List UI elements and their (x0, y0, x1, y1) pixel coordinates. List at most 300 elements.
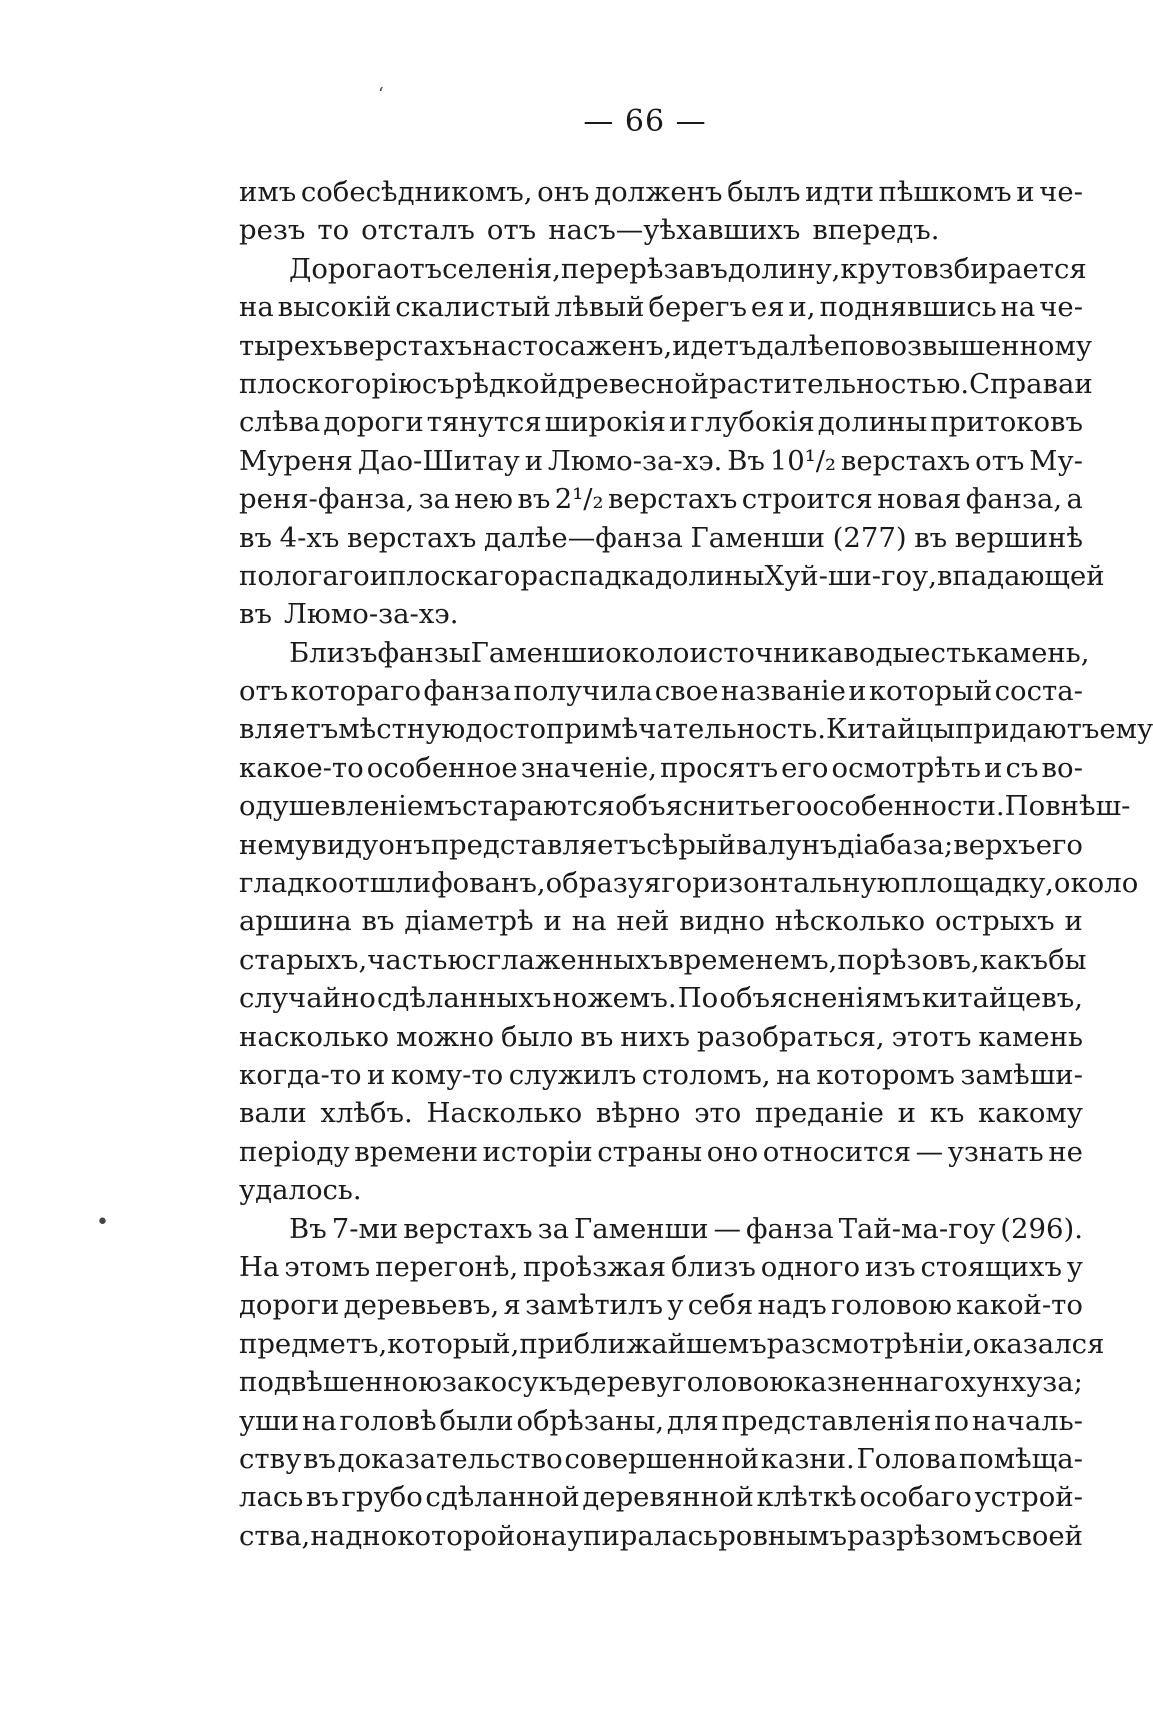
text-word: у (1066, 1250, 1083, 1283)
text-word: представленія (721, 1404, 932, 1437)
text-word: разрѣзомъ (847, 1519, 1001, 1552)
text-word: отъ (239, 675, 289, 708)
text-word: просятъ (660, 751, 779, 784)
text-word: дереву (573, 1366, 673, 1399)
text-word: замѣши- (960, 1058, 1083, 1091)
text-word: высокій (277, 291, 392, 324)
text-word: придаютъ (955, 713, 1100, 746)
text-word: фанза (423, 675, 512, 708)
text-line (239, 1018, 1083, 1056)
text-word: и (1016, 176, 1035, 208)
text-word: разобраться, (696, 1020, 885, 1053)
text-word: лась (239, 1481, 304, 1514)
text-word: скалистый (395, 291, 551, 324)
text-word: на (776, 1058, 811, 1091)
text-word: ству (239, 1442, 302, 1475)
text-word: (277) (832, 521, 907, 554)
text-line (239, 1478, 1083, 1516)
text-word: у (667, 1289, 684, 1322)
text-word: проѣзжая (523, 1250, 667, 1283)
text-line (239, 1440, 1083, 1478)
text-word: ножемъ. (552, 982, 677, 1015)
text-word: и (848, 675, 867, 708)
text-word: отъ (975, 444, 1025, 477)
text-word: ней (616, 905, 670, 938)
text-word: дно (345, 1519, 398, 1552)
speck-mark: ʻ (378, 84, 384, 105)
text-word: я (503, 1289, 521, 1322)
text-word: свое (654, 675, 719, 708)
text-word: пѣшкомъ (878, 176, 1012, 208)
text-word: круто (840, 252, 924, 285)
text-word: представляетъ (430, 828, 647, 861)
text-word: и (1064, 905, 1083, 938)
text-word: По (1004, 790, 1046, 823)
text-word: взбирается (923, 252, 1087, 285)
text-word: плоскогорію (239, 367, 422, 400)
text-word: какой-то (956, 1289, 1083, 1322)
text-word: нею (454, 483, 513, 516)
text-word: На (239, 1250, 280, 1283)
text-word: разсмотрѣніи, (766, 1327, 973, 1360)
text-line (239, 327, 1093, 365)
text-word: а (1066, 483, 1083, 516)
text-line (239, 173, 1083, 211)
text-word: своей (1000, 1519, 1083, 1552)
text-word: глубокія (690, 406, 815, 439)
text-word: бы (1048, 943, 1087, 976)
text-word: значеніе, (520, 751, 658, 784)
text-line (239, 1133, 1083, 1171)
text-word: времени (354, 1135, 478, 1168)
text-word: оказался (972, 1327, 1105, 1360)
text-word: можно (395, 1020, 495, 1053)
text-word: не (1048, 1135, 1083, 1168)
text-line (239, 211, 1083, 249)
text-word: Люмо-за-хэ. (283, 598, 459, 631)
text-word: саженъ, (554, 329, 673, 362)
text-word: помѣща- (958, 1442, 1083, 1475)
text-word: берегъ (648, 291, 748, 324)
text-word: столомъ, (641, 1058, 771, 1091)
text-word: сѣрый (646, 828, 737, 861)
text-word: Гаменши (574, 1212, 709, 1245)
text-word: уши (239, 1404, 300, 1437)
text-word: и (1074, 367, 1093, 400)
text-word: грубо (341, 1481, 423, 1514)
text-word: которой (397, 1519, 516, 1552)
text-word: по (934, 1404, 970, 1437)
text-word: и (984, 751, 1003, 784)
text-word: за (418, 483, 451, 516)
text-word: съ (1005, 751, 1039, 784)
text-word: камень (978, 1020, 1083, 1053)
text-word: въ (361, 905, 395, 938)
text-word: возвышенному (875, 329, 1093, 362)
text-word: слѣва (239, 406, 321, 439)
text-word: подвѣшенною (239, 1366, 442, 1399)
text-word: какъ (979, 943, 1049, 976)
text-word: (296). (1000, 1212, 1083, 1245)
text-word: временемъ, (668, 943, 838, 976)
text-word: хунхуза; (960, 1366, 1083, 1399)
text-word: при (519, 1327, 574, 1360)
text-word: Въ (727, 444, 765, 477)
text-word: себя (687, 1289, 754, 1322)
text-word: въ (239, 598, 272, 631)
text-word: онъ (537, 176, 590, 208)
text-line (239, 1094, 1083, 1132)
text-word: въ (580, 1020, 614, 1053)
text-word: началь- (971, 1404, 1083, 1437)
text-word: Гаменши (470, 636, 606, 669)
text-line (239, 288, 1083, 326)
text-word: это (694, 1097, 742, 1130)
text-word: хлѣбъ. (320, 1097, 413, 1130)
text-word: доказательство (337, 1442, 563, 1475)
text-word: острыхъ (934, 905, 1055, 938)
text-word: 4-хъ (279, 521, 340, 554)
text-word: мѣстную (338, 713, 466, 746)
text-word: съ (421, 367, 455, 400)
text-word: Дао-Шитау (357, 444, 520, 477)
text-word: этотъ (891, 1020, 972, 1053)
text-word: порѣзовъ, (837, 943, 980, 976)
text-word: ровнымъ (718, 1519, 847, 1552)
text-word: и (668, 406, 688, 439)
text-line (239, 1248, 1083, 1286)
text-word: относится (762, 1135, 912, 1168)
text-word: горизонтальную (661, 867, 901, 900)
text-word: къ (929, 1097, 965, 1130)
text-word: распадка (520, 559, 655, 592)
text-word: головою (672, 1366, 794, 1399)
text-line (239, 557, 1105, 595)
text-word: и, (788, 291, 816, 324)
text-line (239, 480, 1083, 518)
text-line (239, 749, 1083, 787)
text-word: особенное (366, 751, 518, 784)
text-word: получила (513, 675, 653, 708)
text-word: идетъ (672, 329, 757, 362)
text-word: виду (311, 828, 379, 861)
text-line (239, 672, 1083, 710)
text-word: особенности. (812, 790, 1005, 823)
text-word: старыхъ, (239, 943, 368, 976)
text-word: совершенной (564, 1442, 760, 1475)
text-word: оно (706, 1135, 759, 1168)
text-word: и (369, 559, 389, 592)
text-word: широкія (544, 406, 667, 439)
text-word: растительностью. (709, 367, 970, 400)
text-line (239, 787, 1131, 825)
text-word: ства, (239, 1519, 311, 1552)
text-word: который, (387, 1327, 520, 1360)
text-word: притоковъ (930, 406, 1083, 439)
text-word: долины (654, 559, 765, 592)
text-word: соста- (994, 675, 1083, 708)
text-line (239, 403, 1083, 441)
text-word: фанза (746, 1212, 834, 1245)
text-word: къ (538, 1366, 574, 1399)
text-word: далѣе—фанза (484, 521, 683, 554)
text-word: фанзы (377, 636, 471, 669)
text-word: деревьевъ, (343, 1289, 500, 1322)
text-word: служилъ (508, 1058, 637, 1091)
text-word: тянутся (426, 406, 542, 439)
text-word: упиралась (566, 1519, 719, 1552)
text-word: и (897, 1097, 916, 1130)
text-word: на (239, 291, 274, 324)
text-word: есть (914, 636, 977, 669)
text-word: косу (473, 1366, 539, 1399)
text-word: за (441, 1366, 474, 1399)
text-word: около (605, 636, 690, 669)
text-word: Тай-ма-гоу (838, 1212, 996, 1245)
text-word: одушевленіемъ (239, 790, 463, 823)
text-word: аршина (239, 905, 352, 938)
text-word: и (543, 905, 562, 938)
text-word: въ (517, 483, 551, 516)
page-number: — 66 — (583, 104, 707, 139)
text-word: 10¹/₂ (769, 444, 837, 477)
text-word: названіе (720, 675, 846, 708)
text-word: верстахъ (840, 444, 971, 477)
text-word: верстахъ (342, 329, 473, 362)
text-word: предметъ, (239, 1327, 388, 1360)
text-word: тырехъ (239, 329, 343, 362)
text-word: стараются (462, 790, 615, 823)
text-word: отшлифованъ, (337, 867, 546, 900)
text-word: фанза, (965, 483, 1063, 516)
text-word: перерѣзавъ (560, 252, 728, 285)
text-line (239, 365, 1093, 403)
text-word: отсталъ (361, 214, 475, 247)
text-word: какому (978, 1097, 1083, 1130)
text-word: для (666, 1404, 719, 1437)
text-word: осмотрѣть (831, 751, 982, 784)
text-word: надъ (757, 1289, 827, 1322)
text-word: вали (239, 1097, 307, 1130)
text-word: казненнаго (793, 1366, 961, 1399)
text-word: сдѣланной (425, 1481, 580, 1514)
text-word: вершинѣ (954, 521, 1083, 554)
text-word: онъ (378, 828, 431, 861)
text-word: китайцевъ, (921, 982, 1083, 1015)
text-word: долины (817, 406, 928, 439)
text-word: его (781, 751, 829, 784)
text-line (239, 941, 1087, 979)
text-line (239, 1171, 1083, 1209)
text-word: случайно (239, 982, 376, 1015)
text-word: Близъ (289, 636, 378, 669)
text-word: Дорога (289, 252, 393, 285)
text-word: Китайцы (825, 713, 956, 746)
text-word: достопримѣчательность. (465, 713, 826, 746)
text-word: которомъ (816, 1058, 955, 1091)
text-word: по (840, 329, 876, 362)
text-word: сдѣланныхъ (376, 982, 552, 1015)
text-line (239, 1286, 1083, 1324)
text-word: въ (302, 1442, 336, 1475)
text-word: во- (1041, 751, 1083, 784)
text-word: его (1035, 828, 1083, 861)
text-line (239, 826, 1083, 864)
text-word: насъ—уѣхавшихъ (548, 214, 801, 247)
text-word: отъ (392, 252, 443, 285)
text-word: были (439, 1404, 514, 1437)
text-word: преданіе (755, 1097, 884, 1130)
text-word: гладко (239, 867, 338, 900)
text-word: на (301, 1404, 337, 1437)
text-word: объяснить (614, 790, 766, 823)
text-word: Люмо-за-хэ. (547, 444, 723, 477)
text-word: въ (239, 521, 272, 554)
text-word: 7-ми (331, 1212, 399, 1245)
text-word: въ (305, 1481, 339, 1514)
text-word: казни. (760, 1442, 855, 1475)
text-word: Муреня (239, 444, 353, 477)
text-line (239, 710, 1153, 748)
text-word: замѣтилъ (525, 1289, 663, 1322)
text-word: идти (805, 176, 874, 208)
text-word: на (472, 329, 508, 362)
text-word: перегонѣ, (375, 1250, 519, 1283)
text-word: источника (689, 636, 844, 669)
text-line (239, 979, 1083, 1017)
text-word: то (317, 214, 350, 247)
text-word: Му- (1029, 444, 1083, 477)
text-word: особаго (859, 1481, 972, 1514)
text-word: она (515, 1519, 567, 1552)
text-word: внѣш- (1045, 790, 1131, 823)
text-line (239, 1363, 1083, 1401)
text-word: около (1053, 867, 1139, 900)
text-word: и (524, 444, 544, 477)
text-word: этомъ (284, 1250, 371, 1283)
text-word: че- (1039, 291, 1083, 324)
text-word: ему (1099, 713, 1153, 746)
text-line (239, 1402, 1083, 1440)
text-word: пологаго (239, 559, 370, 592)
text-word: на (1000, 291, 1036, 324)
text-word: на (571, 905, 607, 938)
text-word: головѣ (339, 1404, 437, 1437)
text-word: образуя (545, 867, 662, 900)
text-word: кому-то (390, 1058, 504, 1091)
text-word: деревянной (582, 1481, 754, 1514)
text-word: изъ (864, 1250, 916, 1283)
text-word: устрой- (974, 1481, 1083, 1514)
text-word: площадку, (900, 867, 1054, 900)
text-word: который (868, 675, 993, 708)
text-word: впередъ. (812, 214, 940, 247)
text-word: былъ (727, 176, 801, 208)
text-word: Хуй-ши-гоу, (764, 559, 937, 592)
text-line (239, 1325, 1105, 1363)
text-word: верстахъ (347, 521, 477, 554)
text-word: верстахъ (403, 1212, 533, 1245)
text-word: Справа (969, 367, 1075, 400)
text-word: стоящихъ (920, 1250, 1062, 1283)
text-word: его (765, 790, 813, 823)
text-line (239, 1210, 1083, 1248)
text-word: — (915, 1135, 944, 1168)
text-word: одного (760, 1250, 861, 1283)
text-line (239, 250, 1087, 288)
text-word: головою (830, 1289, 952, 1322)
text-word: 2¹/₂ (554, 483, 604, 516)
text-word: верстахъ (607, 483, 738, 516)
body-text (239, 173, 1153, 1555)
text-word: По (677, 982, 719, 1015)
text-word: Въ (289, 1212, 327, 1245)
text-line (239, 519, 1083, 557)
text-word: насколько (239, 1020, 390, 1053)
text-word: воды (843, 636, 915, 669)
margin-dot: • (96, 1210, 109, 1235)
text-word: лѣвый (554, 291, 645, 324)
text-word: собесѣдникомъ, (300, 176, 533, 208)
text-word: че- (1039, 176, 1083, 208)
text-word: ближайшемъ (573, 1327, 767, 1360)
text-word: впадающей (936, 559, 1105, 592)
text-word: верхъ (953, 828, 1036, 861)
text-word: далѣе (756, 329, 841, 362)
text-line (239, 902, 1083, 940)
text-word: узнать (947, 1135, 1044, 1168)
text-line (239, 442, 1083, 480)
text-word: Насколько (426, 1097, 583, 1130)
text-word: въ (914, 521, 948, 554)
text-word: Гаменши (690, 521, 825, 554)
text-word: реня-фанза, (239, 483, 415, 516)
text-word: діаметрѣ (404, 905, 534, 938)
text-word: долженъ (594, 176, 723, 208)
text-word: резъ (239, 214, 306, 247)
text-word: долину, (727, 252, 841, 285)
text-word: частью (367, 943, 472, 976)
text-word: за (537, 1212, 570, 1245)
text-word: вѣрно (595, 1097, 681, 1130)
text-word: рѣдкой (454, 367, 558, 400)
text-word: когда-то (239, 1058, 362, 1091)
text-word: сглаженныхъ (471, 943, 669, 976)
text-word: поднявшись (819, 291, 997, 324)
text-word: видно (679, 905, 765, 938)
text-word: селенія, (442, 252, 561, 285)
text-word: страны (597, 1135, 703, 1168)
text-word: отъ (486, 214, 537, 247)
text-word: — (713, 1212, 742, 1245)
text-word: близъ (671, 1250, 756, 1283)
text-word: и (367, 1058, 386, 1091)
text-word: ея (750, 291, 785, 324)
text-word: нѣсколько (774, 905, 926, 938)
text-word: какое-то (239, 751, 364, 784)
text-line (239, 595, 1083, 633)
text-word: діабаза; (837, 828, 954, 861)
text-word: клѣткѣ (756, 1481, 857, 1514)
text-word: имъ (239, 176, 297, 208)
text-line (239, 864, 1139, 902)
text-word: валунъ (736, 828, 838, 861)
text-line (239, 634, 1090, 672)
text-word: объясненіямъ (719, 982, 921, 1015)
text-word: удалось. (239, 1174, 362, 1207)
text-line (239, 1517, 1083, 1555)
text-word: дороги (323, 406, 424, 439)
